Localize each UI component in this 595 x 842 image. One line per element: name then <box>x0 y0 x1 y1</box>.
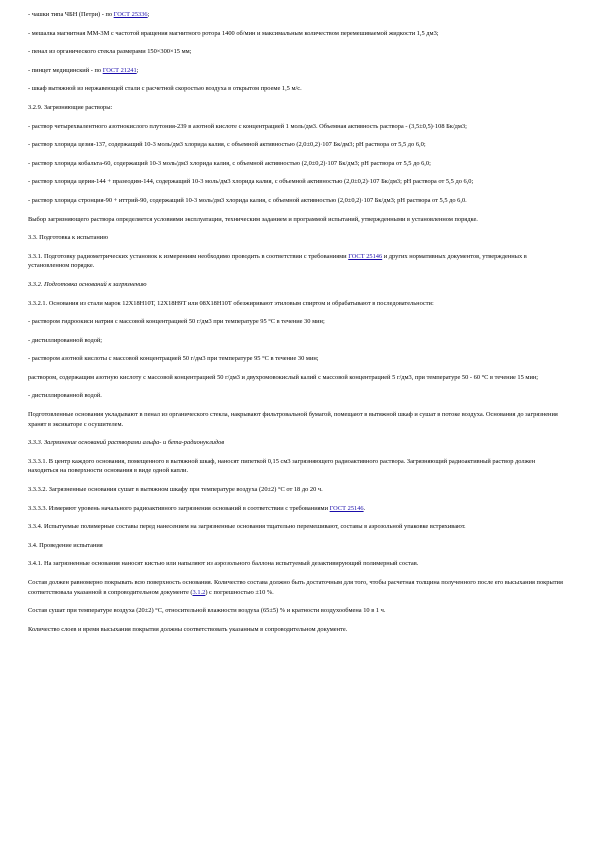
paragraph-text: 3.3.3. Загрязнение оснований растворами альфа- и бета-радионуклидов <box>28 439 225 447</box>
paragraph <box>28 541 567 551</box>
paragraph-text: 3.3.4. Испытуемые полимерные составы перед нанесением на загрязненные основания тщательно перемешивают, составы в аэрозольной упаковке встряхивают. <box>28 523 466 531</box>
paragraph-text: - дистиллированной водой. <box>28 392 102 400</box>
paragraph <box>28 233 567 243</box>
paragraph <box>28 438 567 448</box>
paragraph <box>28 66 567 76</box>
paragraph-text: 3.3.3.1. В центр каждого основания, помещенного в вытяжной шкаф, наносят пипеткой 0,15 см3 загрязняющего радиоактивного раствора. Загрязняющий радиоактивный раствор должен находиться на поверхности основания в виде одной капли. <box>28 457 536 475</box>
paragraph-text: - раствор хлорида цезия-137, содержащий 10-3 моль/дм3 хлорида калия, с объемной активностью (2,0±0,2)·107 Бк/дм3; рН раствора от 5,5 до 6,0; <box>28 141 426 149</box>
paragraph <box>28 140 567 150</box>
document-link[interactable]: ГОСТ 25146 <box>348 252 383 260</box>
paragraph-text: 3.3.3.2. Загрязненные основания сушат в вытяжном шкафу при температуре воздуха (20±2) °С от 18 до 20 ч. <box>28 486 323 494</box>
paragraph <box>28 177 567 187</box>
paragraph-text: - пинцет медицинский - по <box>28 66 103 74</box>
paragraph-text: 3.3.2. Подготовка оснований к загрязнению <box>28 280 147 288</box>
paragraph <box>28 47 567 57</box>
paragraph <box>28 410 567 429</box>
paragraph <box>28 280 567 290</box>
paragraph-text: - раствор хлорида церия-144 + празеодим-144, содержащий 10-3 моль/дм3 хлорида калия, с объемной активностью (2,0±0,2)·107 Бк/дм3; рН раствора от 5,5 до 6,0; <box>28 178 474 186</box>
paragraph-text: - дистиллированной водой; <box>28 336 103 344</box>
paragraph <box>28 354 567 364</box>
paragraph-text: и других нормативных документов, утвержденных в установленном порядке. <box>28 252 527 270</box>
paragraph <box>28 457 567 476</box>
paragraph-text: - раствор хлорида стронция-90 + иттрий-90, содержащий 10-3 моль/дм3 хлорида калия, с объемной активностью (2,0±0,2)·107 Бк/дм3; рН раствора от 5,5 до 6,0. <box>28 196 467 204</box>
paragraph-text: 3.3. Подготовка к испытанию <box>28 234 108 242</box>
paragraph-text: - раствором азотной кислоты с массовой концентрацией 50 г/дм3 при температуре 95 °С в течение 30 мин; <box>28 355 319 363</box>
paragraph-text: - раствор четырехвалентного азотнокислого плутония-239 в азотной кислоте с концентрацией 1 моль/дм3. Объемная активность раствора - (3,5±0,5)·108 Бк/дм3; <box>28 122 467 130</box>
paragraph-text: - раствором гидроокиси натрия с массовой концентрацией 50 г/дм3 при температуре 95 °С в течение 30 мин; <box>28 318 325 326</box>
paragraph-text: Выбор загрязняющего раствора определяется условиями эксплуатации, техническим заданием и программой испытаний, утвержденными в установленном порядке. <box>28 215 478 223</box>
document-link[interactable]: ГОСТ 25146 <box>329 504 364 512</box>
paragraph-text: - шкаф вытяжной из нержавеющей стали с расчетной скоростью воздуха в открытом проеме 1,5 м/с. <box>28 85 302 93</box>
paragraph-text: ) с погрешностью ±10 %. <box>205 588 274 596</box>
paragraph <box>28 485 567 495</box>
paragraph-text: . <box>363 504 366 512</box>
paragraph <box>28 196 567 206</box>
paragraph <box>28 159 567 169</box>
paragraph-text: - пенал из органического стекла размерами 150×300×15 мм; <box>28 48 192 56</box>
paragraph <box>28 103 567 113</box>
paragraph <box>28 391 567 401</box>
paragraph <box>28 215 567 225</box>
paragraph-text: 3.4.1. На загрязненные основания наносят кистью или напыляют из аэрозольного баллона испытуемый дезактивирующий полимерный состав. <box>28 560 419 568</box>
paragraph <box>28 606 567 616</box>
paragraph <box>28 317 567 327</box>
paragraph-text: Состав должен равномерно покрывать всю поверхность основания. Количество состава должно быть достаточным для того, чтобы расчетная толщина полученного после его высыхания покрытия соответствовала указанной в сопроводительном документе ( <box>28 579 563 596</box>
paragraph <box>28 84 567 94</box>
paragraph-text: - раствор хлорида кобальта-60, содержащий 10-3 моль/дм3 хлорида калия, с объемной активностью (2,0±0,2)·107 Бк/дм3; рН раствора от 5,5 до 6,0; <box>28 159 431 167</box>
paragraph <box>28 336 567 346</box>
paragraph <box>28 625 567 635</box>
paragraph <box>28 504 567 514</box>
paragraph-text: 3.3.3.3. Измеряют уровень начального радиоактивного загрязнения оснований в соответствии с требованиями <box>28 504 330 512</box>
paragraph-text: раствором, содержащим азотную кислоту с массовой концентрацией 50 г/дм3 и двухромовокислый калий с массовой концентрацией 5 г/дм3, при температуре 50 - 60 °С в течение 15 мин; <box>28 373 539 381</box>
paragraph-text: Состав сушат при температуре воздуха (20±2) °С, относительной влажности воздуха (65±5) % и кратности воздухообмена 10 в 1 ч. <box>28 607 386 615</box>
document-link[interactable]: ГОСТ 21241 <box>102 66 137 74</box>
paragraph <box>28 29 567 39</box>
paragraph-text: ; <box>136 66 139 74</box>
document-link[interactable]: 3.1.2 <box>192 588 206 596</box>
paragraph <box>28 299 567 309</box>
paragraph-text: 3.3.1. Подготовку радиометрических установок к измерениям необходимо проводить в соответствии с требованиями <box>28 252 349 260</box>
paragraph <box>28 122 567 132</box>
paragraph <box>28 578 567 597</box>
paragraph <box>28 373 567 383</box>
paragraph-text: ; <box>147 11 150 18</box>
paragraph <box>28 559 567 569</box>
paragraph-text: - мешалка магнитная ММ-3М с частотой вращения магнитного ротора 1400 об/мин и максимальным количеством перемешиваемой жидкости 1,5 дм3; <box>28 29 439 37</box>
paragraph-text: 3.4. Проведение испытания <box>28 541 103 549</box>
paragraph-text: Количество слоев и время высыхания покрытия должны соответствовать указанным в сопроводительном документе. <box>28 625 348 633</box>
paragraph <box>28 252 567 271</box>
paragraph-text: - чашки типа ЧБН (Петри) - по <box>28 11 114 18</box>
paragraph-text: 3.3.2.1. Основания из стали марок 12Х18Н10Т, 12Х18Н9Т или 08Х18Н10Т обезжиривают этиловым спиртом и обрабатывают в последовательности: <box>28 299 434 307</box>
paragraph-text: 3.2.9. Загрязняющие растворы: <box>28 103 113 111</box>
paragraph-text: Подготовленные основания укладывают в пенал из органического стекла, накрывают фильтровальной бумагой, помещают в вытяжной шкаф и сушат в потоке воздуха. Основания до загрязнения хранят в эксикаторе с осушителем. <box>28 411 558 428</box>
document-link[interactable]: ГОСТ 25336 <box>113 11 148 18</box>
paragraph <box>28 522 567 532</box>
paragraph <box>28 10 567 20</box>
